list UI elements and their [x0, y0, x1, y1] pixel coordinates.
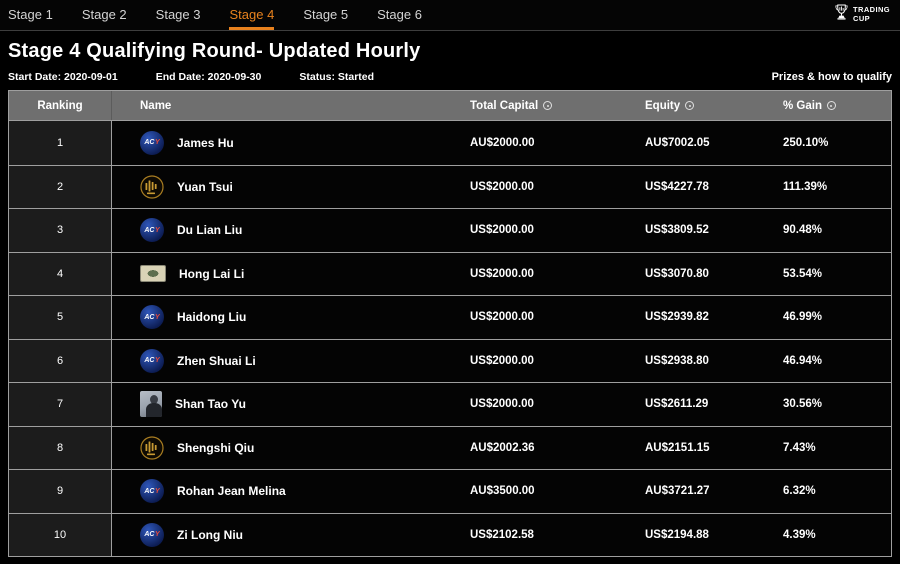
info-icon[interactable] — [827, 101, 836, 110]
acy-logo-avatar: AC Y — [140, 479, 164, 503]
gain-cell: 30.56% — [783, 398, 823, 411]
page-title: Stage 4 Qualifying Round- Updated Hourly — [8, 40, 421, 62]
name-cell — [112, 340, 470, 383]
acy-logo-avatar: AC Y — [140, 131, 164, 155]
total-capital-cell: US$2102.58 — [470, 528, 534, 541]
stage-tabs — [8, 0, 422, 30]
col-total-capital — [470, 91, 645, 120]
acy-logo-avatar: AC Y — [140, 523, 164, 547]
equity-cell: AU$2151.15 — [645, 441, 710, 454]
trophy-avatar — [140, 175, 164, 199]
table-row — [9, 121, 891, 165]
trader-name: Haidong Liu — [177, 310, 247, 325]
table-row — [9, 208, 891, 252]
trader-name: Rohan Jean Melina — [177, 484, 286, 499]
trader-name: Hong Lai Li — [179, 266, 245, 281]
tab-stage-1[interactable]: Stage 1 — [8, 7, 53, 22]
trader-name: Zi Long Niu — [177, 527, 243, 542]
tab-stage-6[interactable]: Stage 6 — [377, 7, 422, 22]
photo-avatar — [140, 391, 162, 417]
equity-cell: US$3809.52 — [645, 224, 709, 237]
gain-cell: 250.10% — [783, 136, 829, 149]
total-capital-cell: US$2000.00 — [470, 180, 534, 193]
equity-cell: US$2194.88 — [645, 528, 709, 541]
gain-cell: 7.43% — [783, 441, 816, 454]
col-gain — [783, 91, 891, 120]
tab-stage-4[interactable]: Stage 4 — [229, 0, 274, 30]
banknote-avatar — [140, 265, 166, 282]
prizes-link[interactable]: Prizes & how to qualify — [771, 71, 892, 83]
tab-stage-3[interactable]: Stage 3 — [155, 7, 201, 22]
ranking-cell: 7 — [9, 383, 112, 426]
equity-cell: US$2938.80 — [645, 354, 709, 367]
acy-logo-avatar: AC Y — [140, 305, 164, 329]
gain-cell: 46.94% — [783, 354, 823, 367]
col-name — [112, 91, 470, 120]
gain-cell: 4.39% — [783, 528, 816, 541]
acy-logo-avatar: AC Y — [140, 218, 164, 242]
logo-wordmark — [853, 6, 890, 23]
col-name-label: Name — [140, 99, 172, 112]
ranking-cell: 10 — [9, 514, 112, 557]
name-cell — [112, 383, 470, 426]
name-cell — [112, 209, 470, 252]
ranking-cell: 6 — [9, 340, 112, 383]
competition-dates — [8, 71, 374, 83]
trader-name: Shan Tao Yu — [175, 397, 246, 412]
ranking-cell: 3 — [9, 209, 112, 252]
name-cell — [112, 166, 470, 209]
trader-name: Shengshi Qiu — [177, 440, 255, 455]
trader-name: Zhen Shuai Li — [177, 353, 256, 368]
stage-nav — [0, 0, 900, 31]
table-body — [9, 121, 891, 556]
total-capital-cell: AU$2002.36 — [470, 441, 535, 454]
table-header — [9, 91, 891, 121]
table-row — [9, 339, 891, 383]
total-capital-cell: AU$3500.00 — [470, 485, 535, 498]
total-capital-cell: AU$2000.00 — [470, 136, 535, 149]
acy-logo-avatar: AC Y — [140, 349, 164, 373]
gain-cell: 46.99% — [783, 311, 823, 324]
equity-cell: US$2939.82 — [645, 311, 709, 324]
total-capital-cell: US$2000.00 — [470, 311, 534, 324]
col-gain-label: % Gain — [783, 99, 822, 112]
equity-cell: AU$3721.27 — [645, 485, 710, 498]
table-row — [9, 469, 891, 513]
trader-name: Du Lian Liu — [177, 223, 243, 238]
total-capital-cell: US$2000.00 — [470, 267, 534, 280]
leaderboard-table — [8, 90, 892, 557]
trophy-icon — [834, 3, 849, 27]
gain-cell: 6.32% — [783, 485, 816, 498]
table-row — [9, 513, 891, 557]
gain-cell: 111.39% — [783, 180, 828, 193]
equity-cell: AU$7002.05 — [645, 136, 710, 149]
ranking-cell: 4 — [9, 253, 112, 296]
end-date: End Date: 2020-09-30 — [155, 71, 262, 83]
total-capital-cell: US$2000.00 — [470, 224, 534, 237]
table-row — [9, 252, 891, 296]
ranking-cell: 5 — [9, 296, 112, 339]
gain-cell: 90.48% — [783, 224, 823, 237]
ranking-cell: 9 — [9, 470, 112, 513]
start-date: Start Date: 2020-09-01 — [8, 71, 118, 83]
status: Status: Started — [299, 71, 375, 83]
info-bar — [8, 71, 892, 83]
total-capital-cell: US$2000.00 — [470, 398, 534, 411]
col-ranking: Ranking — [9, 91, 112, 120]
trader-name: Yuan Tsui — [177, 179, 233, 194]
info-icon[interactable] — [543, 101, 552, 110]
equity-cell: US$2611.29 — [645, 398, 709, 411]
table-row — [9, 426, 891, 470]
table-row — [9, 382, 891, 426]
name-cell — [112, 121, 470, 165]
ranking-cell: 2 — [9, 166, 112, 209]
logo-line-1: TRADING — [853, 5, 890, 15]
logo-line-2: CUP — [853, 14, 871, 23]
equity-cell: US$3070.80 — [645, 267, 709, 280]
trading-cup-logo — [834, 0, 890, 30]
col-total-capital-label: Total Capital — [470, 99, 539, 112]
name-cell — [112, 470, 470, 513]
table-row — [9, 295, 891, 339]
ranking-cell: 8 — [9, 427, 112, 470]
name-cell — [112, 253, 470, 296]
tab-stage-2[interactable]: Stage 2 — [81, 7, 127, 22]
table-row — [9, 165, 891, 209]
tab-stage-5[interactable]: Stage 5 — [303, 7, 349, 22]
ranking-cell: 1 — [9, 121, 112, 165]
equity-cell: US$4227.78 — [645, 180, 709, 193]
info-icon[interactable] — [685, 101, 694, 110]
gain-cell: 53.54% — [783, 267, 823, 280]
name-cell — [112, 427, 470, 470]
total-capital-cell: US$2000.00 — [470, 354, 534, 367]
col-equity — [645, 91, 783, 120]
trader-name: James Hu — [177, 135, 234, 150]
name-cell — [112, 296, 470, 339]
col-equity-label: Equity — [645, 99, 681, 112]
name-cell — [112, 514, 470, 557]
trophy-avatar — [140, 436, 164, 460]
